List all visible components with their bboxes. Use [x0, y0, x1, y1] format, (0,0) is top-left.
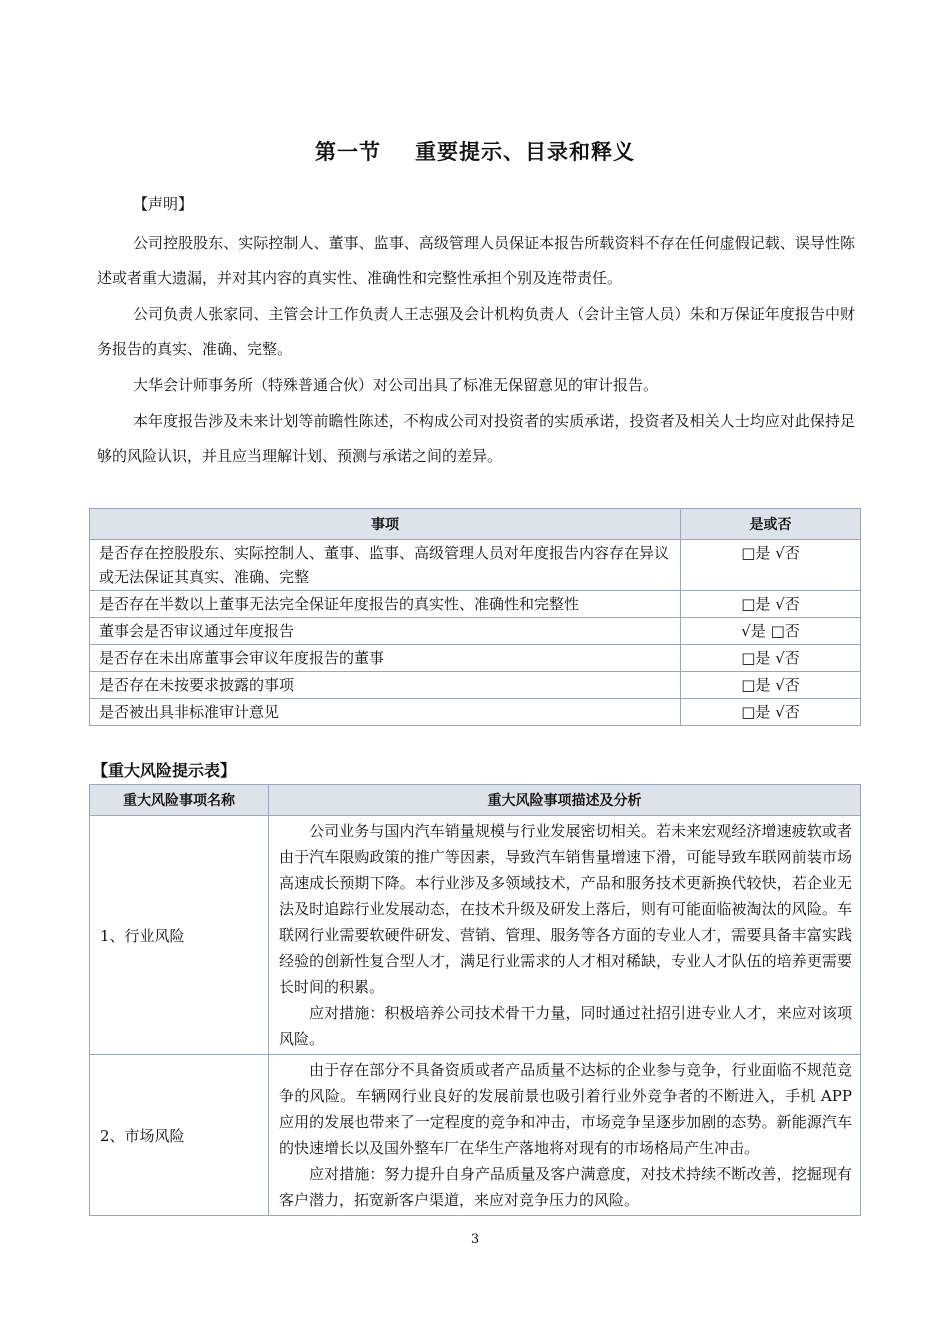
statement-item: 是否被出具非标准审计意见 [90, 699, 681, 726]
risk-table-heading: 【重大风险提示表】 [92, 761, 237, 780]
statement-item: 是否存在半数以上董事无法完全保证年度报告的真实性、准确性和完整性 [90, 591, 681, 618]
table-row [90, 672, 861, 699]
statement-item: 是否存在控股股东、实际控制人、董事、监事、高级管理人员对年度报告内容存在异议或无法保证其真实、准确、完整 [90, 540, 681, 591]
statement-table [89, 508, 861, 726]
risk-measure: 应对措施：积极培养公司技术骨干力量，同时通过社招引进专业人才，来应对该项风险。 [279, 1004, 852, 1048]
statement-item: 董事会是否审议通过年度报告 [90, 618, 681, 645]
declaration-paragraph: 公司负责人张家同、主管会计工作负责人王志强及会计机构负责人（会计主管人员）朱和万保证年度报告中财务报告的真实、准确、完整。 [97, 305, 855, 358]
section-title [0, 136, 950, 166]
statement-answer: □是 √否 [681, 591, 861, 618]
header-item: 事项 [90, 509, 681, 540]
table-row [90, 591, 861, 618]
table-row [90, 618, 861, 645]
risk-table [89, 784, 861, 1216]
statement-answer: □是 √否 [681, 699, 861, 726]
statement-answer: □是 √否 [681, 672, 861, 699]
statement-answer: □是 √否 [681, 540, 861, 591]
declaration-paragraph: 大华会计师事务所（特殊普通合伙）对公司出具了标准无保留意见的审计报告。 [133, 376, 659, 394]
risk-name: 2、市场风险 [90, 1055, 269, 1216]
table-row [90, 540, 861, 591]
statement-item: 是否存在未按要求披露的事项 [90, 672, 681, 699]
risk-table-header [90, 785, 861, 816]
table-row [90, 645, 861, 672]
header-answer: 是或否 [681, 509, 861, 540]
risk-description: 由于存在部分不具备资质或者产品质量不达标的企业参与竞争，行业面临不规范竞争的风险。车辆网行业良好的发展前景也吸引着行业外竞争者的不断进入，手机 APP 应用的发展也带来了一定程度的竞争和冲击，市场竞争呈逐步加剧的态势。新能源汽车的快速增长以及国外整车厂在华生产落地将对现有的市场格局产生冲击。 [279, 1061, 852, 1157]
header-risk-name: 重大风险事项名称 [90, 785, 269, 816]
risk-measure: 应对措施：努力提升自身产品质量及客户满意度，对技术持续不断改善，挖掘现有客户潜力，拓宽新客户渠道，来应对竞争压力的风险。 [279, 1165, 852, 1209]
section-title-text: 重要提示、目录和释义 [415, 140, 635, 164]
table-row [90, 699, 861, 726]
statement-answer: □是 √否 [681, 645, 861, 672]
risk-description-cell [269, 1055, 861, 1216]
section-title-number: 第一节 [315, 140, 381, 164]
table-row [90, 1055, 861, 1216]
declaration-heading: 【声明】 [133, 195, 194, 213]
statement-table-header [90, 509, 861, 540]
statement-item: 是否存在未出席董事会审议年度报告的董事 [90, 645, 681, 672]
header-risk-desc: 重大风险事项描述及分析 [269, 785, 861, 816]
risk-description: 公司业务与国内汽车销量规模与行业发展密切相关。若未来宏观经济增速疲软或者由于汽车限购政策的推广等因素，导致汽车销售量增速下滑，可能导致车联网前装市场高速成长预期下降。本行业涉及多领域技术，产品和服务技术更新换代较快，若企业无法及时追踪行业发展动态，在技术升级及研发上落后，则有可能面临被淘汰的风险。车联网行业需要软硬件研发、营销、管理、服务等各方面的专业人才，需要具备丰富实践经验的创新性复合型人才，满足行业需求的人才相对稀缺，专业人才队伍的培养更需要长时间的积累。 [279, 822, 852, 996]
table-row [90, 816, 861, 1055]
risk-name: 1、行业风险 [90, 816, 269, 1055]
declaration-paragraph: 本年度报告涉及未来计划等前瞻性陈述，不构成公司对投资者的实质承诺，投资者及相关人士均应对此保持足够的风险认识，并且应当理解计划、预测与承诺之间的差异。 [97, 412, 855, 465]
risk-description-cell [269, 816, 861, 1055]
declaration-paragraph: 公司控股股东、实际控制人、董事、监事、高级管理人员保证本报告所载资料不存在任何虚假记载、误导性陈述或者重大遗漏，并对其内容的真实性、准确性和完整性承担个别及连带责任。 [97, 234, 855, 287]
page-number: 3 [470, 1232, 480, 1247]
statement-answer: √是 □否 [681, 618, 861, 645]
